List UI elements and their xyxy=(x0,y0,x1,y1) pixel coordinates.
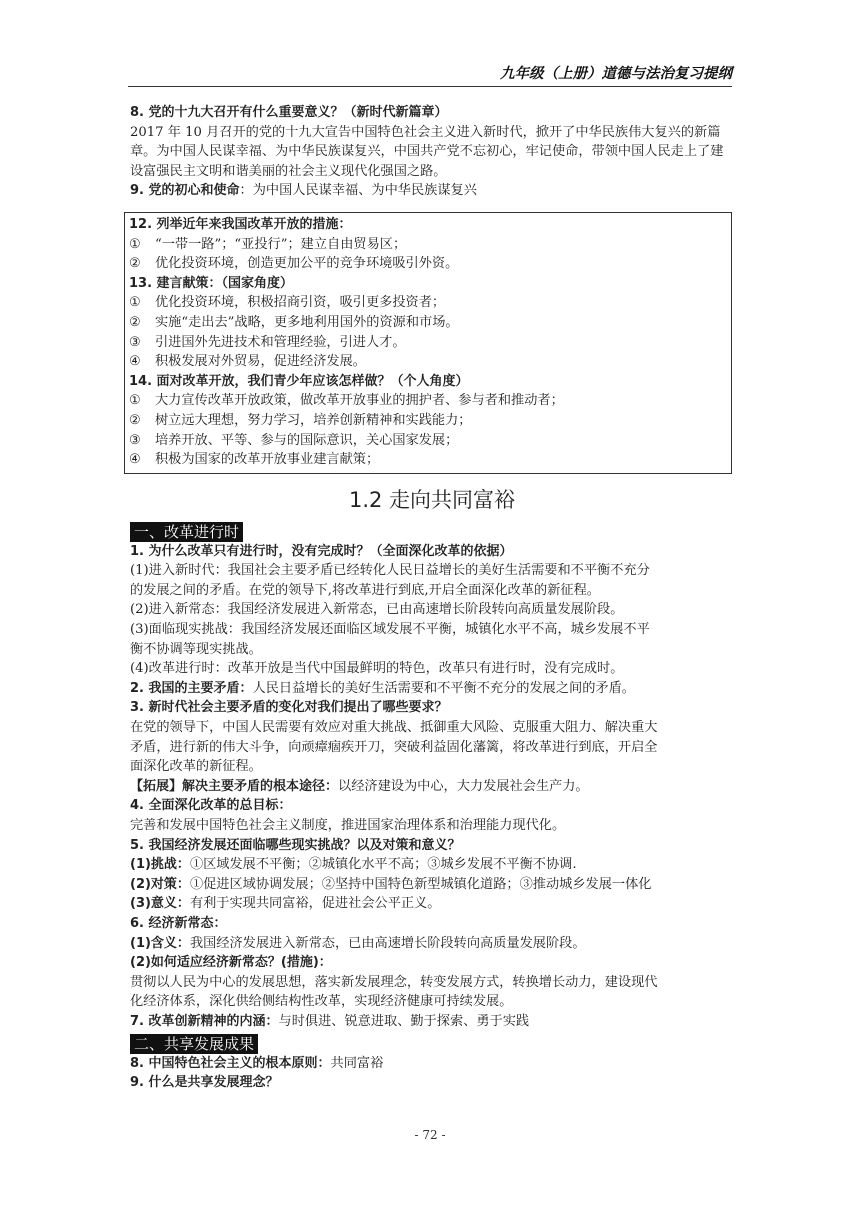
extension-text: 以经济建设为中心，大力发展社会生产力。 xyxy=(338,778,589,794)
question-8b-line xyxy=(130,1054,734,1074)
question-5-sub-text: 有利于实现共同富裕，促进社会公平正义。 xyxy=(189,896,441,912)
item-number: ② xyxy=(129,412,141,428)
list-item xyxy=(129,450,727,470)
list-item xyxy=(129,313,727,333)
question-5-sub-label: (3)意义： xyxy=(130,896,190,912)
item-text: 引进国外先进技术和管理经验，引进人才。 xyxy=(155,334,406,350)
question-6-line: 贯彻以人民为中心的发展思想，落实新发展理念，转变发展方式，转换增长动力，建设现代 xyxy=(130,974,658,990)
list-item xyxy=(129,391,727,411)
list-item xyxy=(129,293,727,313)
question-4-answer: 完善和发展中国特色社会主义制度，推进国家治理体系和治理能力现代化。 xyxy=(130,818,566,833)
question-1-line: (3)面临现实挑战：我国经济发展还面临区域发展不平衡，城镇化水平不高，城乡发展不平 xyxy=(130,622,650,638)
question-3-heading: 3. 新时代社会主要矛盾的变化对我们提出了哪些要求？ xyxy=(130,700,448,716)
question-1-line: (4)改革进行时：改革开放是当代中国最鲜明的特色，改革只有进行时，没有完成时。 xyxy=(130,661,624,677)
question-5-sub-text: ①区域发展不平衡；②城镇化水平不高；③城乡发展不平衡不协调. xyxy=(189,857,577,873)
list-item xyxy=(129,431,727,451)
question-5-line xyxy=(130,855,734,875)
question-2-answer: 人民日益增长的美好生活需要和不平衡不充分的发展之间的矛盾。 xyxy=(252,680,635,696)
page-header-title: 九年级（上册）道德与法治复习提纲 xyxy=(500,66,732,82)
question-9-line xyxy=(130,181,734,201)
question-3-line: 面深化改革的新征程。 xyxy=(130,759,262,775)
extension-line xyxy=(130,777,734,797)
item-text: 积极发展对外贸易，促进经济发展。 xyxy=(155,354,366,370)
list-item xyxy=(129,333,727,353)
item-number: ③ xyxy=(129,334,141,350)
question-8b-label: 8. 中国特色社会主义的根本原则： xyxy=(130,1055,331,1071)
question-5-sub-label: (1)挑战： xyxy=(130,857,190,873)
item-number: ① xyxy=(129,393,141,409)
question-6-line xyxy=(130,934,734,954)
question-4-heading: 4. 全面深化改革的总目标： xyxy=(130,798,292,814)
question-2-line xyxy=(130,679,734,699)
question-6-sub-heading: (2)如何适应经济新常态？(措施)： xyxy=(130,955,332,971)
question-5-heading: 5. 我国经济发展还面临哪些现实挑战？以及对策和意义？ xyxy=(130,837,461,853)
question-7-label: 7. 改革创新精神的内涵： xyxy=(130,1013,279,1029)
question-8b-answer: 共同富裕 xyxy=(330,1055,384,1071)
question-6-heading: 6. 经济新常态： xyxy=(130,915,227,931)
item-text: 树立远大理想，努力学习，培养创新精神和实践能力； xyxy=(155,412,472,428)
page-content xyxy=(130,103,734,1093)
list-item xyxy=(129,235,727,255)
question-7-line xyxy=(130,1012,734,1032)
question-5-sub-label: (2)对策： xyxy=(130,876,190,892)
question-6-sub-label: (1)含义： xyxy=(130,935,190,951)
item-text: 实施“走出去”战略，更多地利用国外的资源和市场。 xyxy=(155,314,459,330)
question-6-sub-text: 我国经济发展进入新常态，已由高速增长阶段转向高质量发展阶段。 xyxy=(189,935,586,951)
question-7-answer: 与时俱进、锐意进取、勤于探索、勇于实践 xyxy=(278,1013,530,1029)
item-text: 培养开放、平等、参与的国际意识，关心国家发展； xyxy=(155,432,459,448)
section-title: 1.2 走向共同富裕 xyxy=(348,487,516,512)
item-text: “一带一路”；“亚投行”；建立自由贸易区； xyxy=(155,236,407,252)
question-12-heading: 12. 列举近年来我国改革开放的措施： xyxy=(129,216,352,232)
header-rule xyxy=(128,86,732,87)
question-1-heading: 1. 为什么改革只有进行时，没有完成时？（全面深化改革的依据） xyxy=(130,543,513,559)
question-1-line: (1)进入新时代：我国社会主要矛盾已经转化人民日益增长的美好生活需要和不平衡不充分 xyxy=(130,563,650,579)
item-text: 大力宣传改革开放政策，做改革开放事业的拥护者、参与者和推动者； xyxy=(155,393,564,409)
question-8-answer: 2017 年 10 月召开的党的十九大宣告中国特色社会主义进入新时代，掀开了中华民族伟大复兴的新篇章。为中国人民谋幸福、为中华民族谋复兴，中国共产党不忘初心，牢记使命，带领中国人民走上了建设富强民主文明和谐美丽的社会主义现代化强国之路。 xyxy=(130,124,724,179)
part-2-banner: 二、共享发展成果 xyxy=(130,1034,258,1054)
item-number: ② xyxy=(129,256,141,272)
part-1-banner: 一、改革进行时 xyxy=(130,522,243,542)
question-13-heading: 13. 建言献策：（国家角度） xyxy=(129,275,294,291)
question-1-line: (2)进入新常态：我国经济发展进入新常态，已由高速增长阶段转向高质量发展阶段。 xyxy=(130,602,624,618)
question-5-line xyxy=(130,894,734,914)
item-number: ④ xyxy=(129,452,141,468)
question-9-answer: ：为中国人民谋幸福、为中华民族谋复兴 xyxy=(239,183,477,199)
item-number: ① xyxy=(129,295,141,311)
question-3-line: 矛盾，进行新的伟大斗争，向顽瘴痼疾开刀，突破利益固化藩篱，将改革进行到底，开启全 xyxy=(130,739,658,755)
list-item xyxy=(129,411,727,431)
question-6-line: 化经济体系，深化供给侧结构性改革，实现经济健康可持续发展。 xyxy=(130,994,513,1010)
question-3-line: 在党的领导下，中国人民需要有效应对重大挑战、抵御重大风险、克服重大阻力、解决重大 xyxy=(130,720,658,736)
question-1-line: 的发展之间的矛盾。在党的领导下,将改革进行到底,开启全面深化改革的新征程。 xyxy=(130,582,600,598)
question-2-label: 2. 我国的主要矛盾： xyxy=(130,680,253,696)
extension-label: 【拓展】解决主要矛盾的根本途径： xyxy=(130,778,339,794)
question-1-line: 衡不协调等现实挑战。 xyxy=(130,641,262,657)
item-number: ④ xyxy=(129,354,141,370)
question-5-sub-text: ①促进区域协调发展；②坚持中国特色新型城镇化道路；③推动城乡发展一体化 xyxy=(189,876,652,892)
question-5-line xyxy=(130,875,734,895)
page-number: - 72 - xyxy=(414,1128,446,1142)
item-number: ① xyxy=(129,236,141,252)
question-14-heading: 14. 面对改革开放，我们青少年应该怎样做？（个人角度） xyxy=(129,373,469,389)
item-text: 优化投资环境，创造更加公平的竞争环境吸引外资。 xyxy=(155,256,459,272)
item-text: 优化投资环境，积极招商引资，吸引更多投资者； xyxy=(155,295,446,311)
question-9b-heading: 9. 什么是共享发展理念？ xyxy=(130,1075,279,1091)
item-number: ③ xyxy=(129,432,141,448)
item-text: 积极为国家的改革开放事业建言献策； xyxy=(155,452,380,468)
list-item xyxy=(129,254,727,274)
question-9-label: 9. 党的初心和使命 xyxy=(130,183,240,199)
item-number: ② xyxy=(129,314,141,330)
question-8-heading: 8. 党的十九大召开有什么重要意义？（新时代新篇章） xyxy=(130,105,448,120)
reform-opening-box xyxy=(124,212,732,474)
list-item xyxy=(129,352,727,372)
